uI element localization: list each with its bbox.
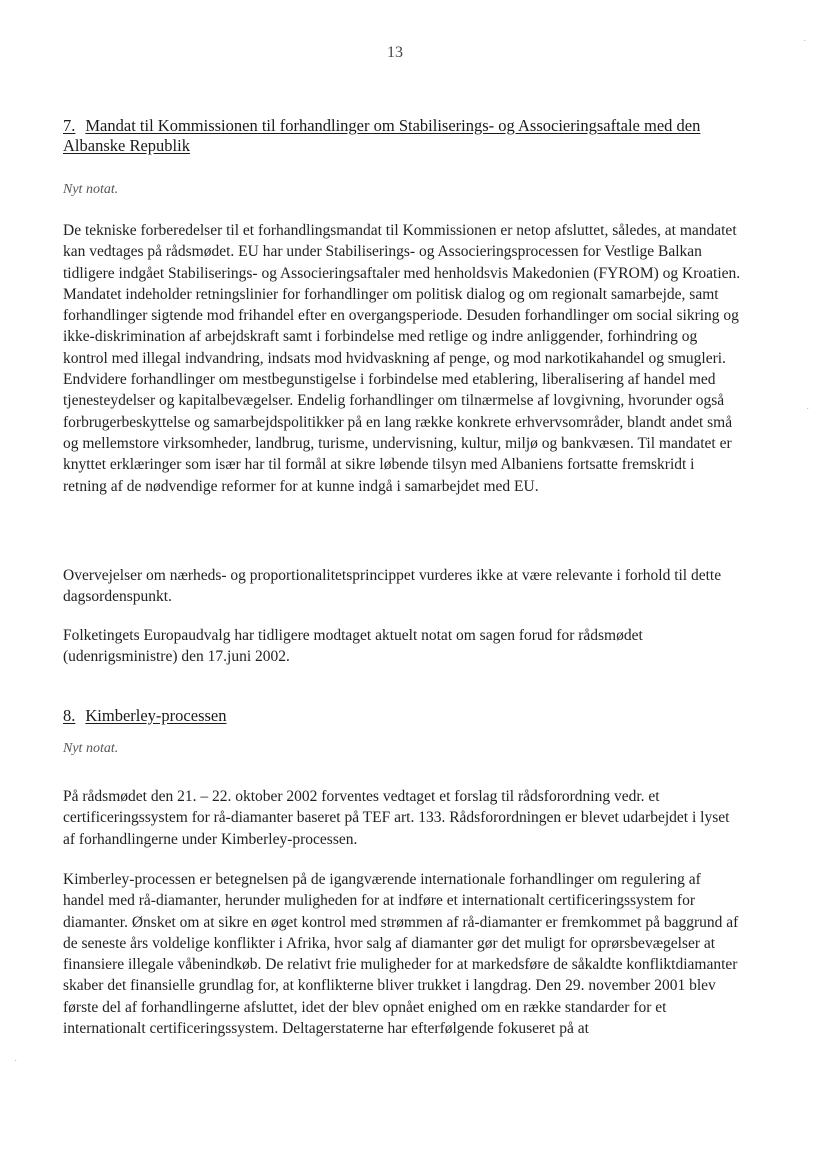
scan-speck: · [14,1056,18,1067]
scan-speck: · [806,404,810,415]
section-7-paragraph-2: Overvejelser om nærheds- og proportionalitetsprincippet vurderes ikke at være relevante i forhold til dette dagsordenspunkt. [63,567,722,606]
section-8-title: Kimberley-processen [85,706,227,725]
section-8-note: Nyt notat. [63,741,119,756]
section-8-number: 8. [63,706,76,725]
section-8-paragraph-1: På rådsmødet den 21. – 22. oktober 2002 forventes vedtaget et forslag til rådsforordning vedr. et certificeringssystem for rå-diamanter baseret på TEF art. 133. Rådsforordningen er blevet udarbejdet i lyset af forhandlingerne under Kimberley-processen. [63,788,730,848]
section-7-paragraph-1: De tekniske forberedelser til et forhandlingsmandat til Kommissionen er netop afsluttet, således, at mandatet kan vedtages på rådsmødet. EU har under Stabiliserings- og Associeringsprocessen for Vestlige Balkan tidligere indgået Stabiliserings- og Associeringsaftaler med henholdsvis Makedonien (FYROM) og Kroatien. Mandatet indeholder retningslinier for forhandlinger om politisk dialog og om regionalt samarbejde, samt forhandlinger sigtende mod frihandel efter en overgangsperiode. Desuden forhandlinger om social sikring og ikke-diskrimination af arbejdskraft samt i forbindelse med retlige og indre anliggender, forhindring og kontrol med illegal indvandring, indsats mod hvidvaskning af penge, og mod narkotikahandel og smugleri. Endvidere forhandlinger om mestbegunstigelse i forbindelse med etablering, liberalisering af handel med tjenesteydelser og kapitalbevægelser. Endelig forhandlinger om tilnærmelse af lovgivning, hvorunder også forbrugerbeskyttelse og samarbejdspolitikker på en lang række konkrete erhvervsområder, blandt andet små og mellemstore virksomheder, landbrug, turisme, undervisning, kultur, miljø og bankvæsen. Til mandatet er knyttet erklæringer som især har til formål at sikre løbende tilsyn med Albaniens fortsatte fremskridt i retning af de nødvendige reformer for at kunne indgå i samarbejdet med EU. [63,222,741,495]
section-8-paragraph-2: Kimberley-processen er betegnelsen på de igangværende internationale forhandlinger om regulering af handel med rå-diamanter, herunder muligheden for at indføre et internationalt certificeringssystem for diamanter. Ønsket om at sikre en øget kontrol med strømmen af rå-diamanter er fremkommet på baggrund af de seneste års voldelige konflikter i Afrika, hvor salg af diamanter gør det muligt for oprørsbevægelser at finansiere illegale våbenindkøb. De relativt frie muligheder for at markedsføre de såkaldte konfliktdiamanter skaber det finansielle grundlag for, at konflikterne bliver trukket i langdrag. Den 29. november 2001 blev første del af forhandlingerne afsluttet, idet der blev opnået enighed om en række standarder for et internationalt certificeringssystem. Deltagerstaterne har efterfølgende fokuseret på at [63,871,739,1038]
page-number: 13 [387,44,403,61]
section-7-title: Mandat til Kommissionen til forhandlinger om Stabiliserings- og Associeringsaftale med den Albanske Republik [63,116,701,155]
section-7-heading [63,116,763,156]
section-7-number: 7. [63,116,76,135]
section-7-paragraph-3: Folketingets Europaudvalg har tidligere modtaget aktuelt notat om sagen forud for rådsmødet (udenrigsministre) den 17.juni 2002. [63,627,643,666]
section-7-note: Nyt notat. [63,182,119,197]
section-8-heading [63,706,763,726]
scan-speck: · [803,36,807,47]
